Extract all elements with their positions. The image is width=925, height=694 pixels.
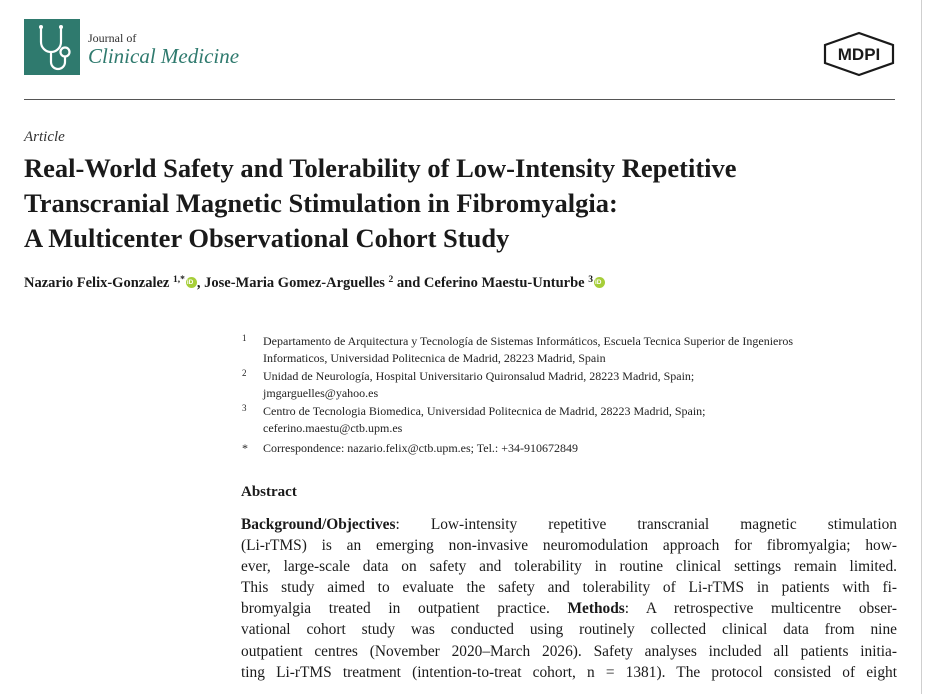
- author-list: [24, 275, 605, 292]
- abstract-line: Background/Objectives: Low-intensity repetitive transcranial magnetic stimulation: [241, 516, 897, 533]
- abstract-line: ting Li-rTMS treatment (intention-to-treat cohort, n = 1381). The protocol consisted of eight: [241, 663, 897, 681]
- mdpi-logo: [823, 31, 895, 77]
- author-separator: and: [393, 275, 424, 291]
- title-line: Transcranial Magnetic Stimulation in Fibromyalgia:: [24, 188, 618, 218]
- abstract-line: (Li-rTMS) is an emerging non-invasive neuromodulation approach for fibromyalgia; how-: [241, 537, 897, 555]
- page-edge-divider: [921, 0, 922, 694]
- header-divider: [24, 99, 895, 100]
- title-line: Real-World Safety and Tolerability of Low-Intensity Repetitive: [24, 153, 737, 183]
- correspondence-line: Correspondence: nazario.felix@ctb.upm.es; Tel.: +34-910672849: [263, 441, 579, 455]
- abstract-label-methods: Methods: [567, 600, 625, 618]
- article-title: [24, 151, 904, 256]
- author-affiliation-mark: 1,*: [172, 275, 185, 285]
- author-affiliation-mark: 3: [588, 275, 593, 285]
- affiliation-line: Centro de Tecnologia Biomedica, Universidad Politecnica de Madrid, 28223 Madrid, Spain;: [263, 404, 706, 418]
- abstract-line: ever, large-scale data on safety and tolerability in routine clinical settings remain limited.: [241, 558, 897, 576]
- affiliation-line: Informaticos, Universidad Politecnica de Madrid, 28223 Madrid, Spain: [263, 351, 606, 365]
- affiliation-email[interactable]: jmgarguelles@yahoo.es: [263, 386, 379, 400]
- affiliation-number: 1: [242, 333, 247, 343]
- affiliation-email[interactable]: ceferino.maestu@ctb.upm.es: [263, 421, 403, 435]
- affiliation-line: Departamento de Arquitectura y Tecnología de Sistemas Informáticos, Escuela Tecnica Superior de Ingenieros: [263, 334, 794, 348]
- abstract-line: outpatient centres (November 2020–March 2026). Safety analyses included all patients initia-: [241, 642, 897, 660]
- abstract-label-background: Background/Objectives: [241, 516, 396, 533]
- author-separator: ,: [196, 275, 205, 291]
- title-line: A Multicenter Observational Cohort Study: [24, 223, 510, 253]
- publisher-name: MDPI: [837, 45, 881, 64]
- stethoscope-icon: [24, 19, 80, 75]
- author-name[interactable]: Jose-Maria Gomez-Arguelles: [204, 275, 385, 291]
- journal-name: Clinical Medicine: [88, 44, 240, 68]
- abstract-heading: Abstract: [241, 484, 297, 500]
- abstract-line: bromyalgia treated in outpatient practice. Methods: A retrospective multicentre obser-: [241, 600, 897, 618]
- abstract-body: [241, 514, 897, 683]
- abstract-line: vational cohort study was conducted using routinely collected clinical data from nine: [241, 621, 897, 639]
- orcid-icon[interactable]: [594, 277, 605, 288]
- affiliation-line: Unidad de Neurología, Hospital Universitario Quironsalud Madrid, 28223 Madrid, Spain;: [263, 369, 695, 383]
- journal-logo: [24, 19, 80, 75]
- article-type: Article: [24, 129, 65, 145]
- journal-prefix: Journal of: [88, 31, 137, 45]
- orcid-icon[interactable]: [186, 277, 197, 288]
- author-affiliation-mark: 2: [388, 275, 394, 285]
- abstract-line: This study aimed to evaluate the safety and tolerability of Li-rTMS in patients with fi-: [241, 579, 897, 597]
- correspondence-mark: *: [242, 441, 248, 455]
- author-name[interactable]: Ceferino Maestu-Unturbe: [423, 275, 585, 291]
- affiliation-number: 2: [242, 368, 247, 378]
- affiliation-number: 3: [242, 403, 247, 413]
- author-name[interactable]: Nazario Felix-Gonzalez: [24, 275, 170, 291]
